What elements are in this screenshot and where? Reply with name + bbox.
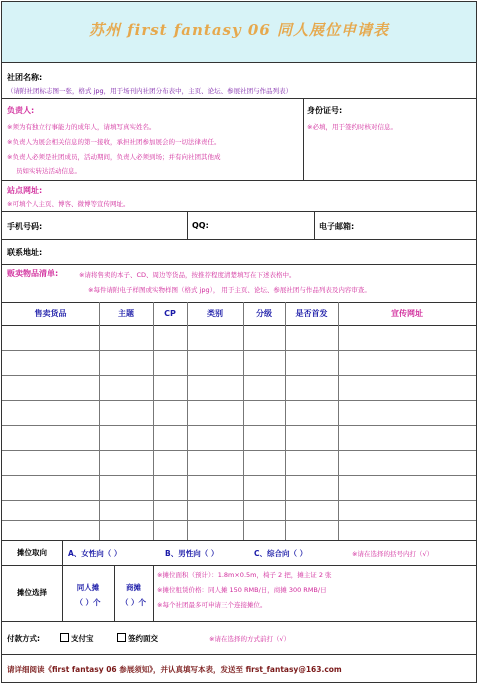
phone-field[interactable] — [54, 215, 184, 233]
divider — [2, 621, 476, 622]
table-col-line — [285, 302, 286, 540]
divider — [2, 654, 476, 655]
divider — [2, 98, 476, 99]
option-general[interactable]: C、综合向（ ） — [254, 549, 308, 558]
table-row-line — [2, 400, 476, 401]
col-header-cp: CP — [164, 309, 176, 318]
divider — [2, 180, 476, 181]
leader-label: 负责人: — [7, 106, 35, 115]
table-col-line — [338, 302, 339, 540]
form-title: 苏州 first fantasy 06 同人展位申请表 — [88, 21, 390, 39]
address-field[interactable] — [54, 242, 472, 260]
payment-option-alipay[interactable] — [60, 633, 94, 644]
payment-label: 付款方式: — [7, 634, 40, 643]
table-row-line — [2, 425, 476, 426]
qq-label: QQ: — [192, 221, 209, 230]
id-number-field[interactable] — [352, 101, 472, 115]
commercial-booth-count[interactable]: （ ）个 — [120, 598, 147, 607]
divider — [187, 211, 188, 239]
col-header-theme: 主题 — [118, 309, 134, 318]
col-header-rating: 分级 — [256, 309, 272, 318]
fan-booth-label: 同人摊 — [76, 583, 100, 592]
orientation-note: ※请在选择的括号内打（√） — [352, 550, 434, 558]
leader-field[interactable] — [50, 101, 300, 115]
id-number-label: 身份证号: — [307, 106, 343, 115]
commercial-booth-label: 商摊 — [126, 583, 141, 592]
fan-booth-count[interactable]: （ ）个 — [75, 598, 101, 607]
table-col-line — [187, 302, 188, 540]
payment-option-in-person[interactable] — [117, 633, 158, 644]
application-form — [1, 1, 477, 683]
leader-note-4: 员如实转达活动信息。 — [16, 167, 81, 175]
divider — [2, 239, 476, 240]
qq-field[interactable] — [212, 215, 310, 233]
goods-list-label: 贩卖物品清单: — [7, 269, 59, 278]
website-field[interactable] — [54, 182, 472, 196]
id-number-note: ※必填，用于签约时核对信息。 — [307, 123, 397, 131]
divider — [62, 540, 63, 565]
checkbox-icon[interactable] — [117, 633, 126, 642]
divider — [62, 565, 63, 621]
divider — [314, 211, 315, 239]
alipay-label: 支付宝 — [71, 634, 94, 643]
divider — [114, 565, 115, 621]
in-person-label: 签约面交 — [128, 634, 158, 643]
goods-note-1: ※请将售卖的本子、CD、周边等货品，按推荐程度清楚填写在下述表格中。 — [79, 271, 296, 279]
website-label: 站点网址: — [7, 186, 43, 195]
table-row-line — [2, 475, 476, 476]
booth-orientation-label: 摊位取向 — [17, 548, 47, 557]
table-row-line — [2, 450, 476, 451]
club-name-label: 社团名称: — [7, 73, 43, 82]
checkbox-icon[interactable] — [60, 633, 69, 642]
table-col-line — [153, 302, 154, 540]
table-col-line — [243, 302, 244, 540]
table-row-line — [2, 520, 476, 521]
divider — [2, 62, 476, 63]
divider — [153, 565, 154, 621]
phone-label: 手机号码: — [7, 222, 43, 231]
footer-instruction: 请详细阅读《first fantasy 06 参展须知》，并认真填写本表，发送至 first_fantasy@163.com — [7, 665, 342, 674]
divider — [2, 325, 476, 326]
club-name-note: （请附社团标志图一张，格式 jpg，用于场刊内社团分布表中，主页、论坛、参展社团与作品列表） — [7, 87, 293, 95]
payment-note: ※请在选择的方式前打（√） — [209, 635, 291, 643]
table-row-line — [2, 375, 476, 376]
leader-note-1: ※须为有独立行事能力的成年人，请填写真实姓名。 — [7, 123, 156, 131]
goods-note-2: ※每件请附电子样图或实物样图（格式 jpg）， 用于主页、论坛、参展社团与作品列表及内容审查。 — [88, 286, 371, 294]
email-field[interactable] — [365, 215, 473, 233]
booth-note-1: ※摊位面积（预计）：1.8m×0.5m，椅子 2 把，摊主证 2 张 — [157, 571, 332, 579]
option-male[interactable]: B、男性向（ ） — [165, 549, 219, 558]
col-header-first-release: 是否首发 — [295, 309, 328, 318]
booth-select-label: 摊位选择 — [17, 588, 47, 597]
club-name-field[interactable] — [62, 68, 472, 82]
option-female[interactable]: A、女性向（ ） — [68, 549, 122, 558]
divider — [303, 98, 304, 180]
leader-note-3: ※负责人必须是社团成员，活动期间，负责人必须到场；并有向社团其他成 — [7, 153, 221, 161]
address-label: 联系地址: — [7, 248, 43, 257]
divider — [2, 565, 476, 566]
booth-note-2: ※摊位租赁价格：同人摊 150 RMB/日，商摊 300 RMB/日 — [157, 586, 327, 594]
divider — [2, 264, 476, 265]
leader-note-2: ※负责人为展会相关信息的第一接收，承担社团参加展会的一切法律责任。 — [7, 138, 221, 146]
website-note: ※可填个人主页、博客、微博等宣传网址。 — [7, 200, 130, 208]
email-label: 电子邮箱: — [319, 222, 355, 231]
divider — [2, 540, 476, 541]
col-header-goods: 售卖货品 — [34, 309, 67, 318]
divider — [2, 211, 476, 212]
table-row-line — [2, 350, 476, 351]
table-col-line — [99, 302, 100, 540]
col-header-promo-url: 宣传网址 — [391, 309, 423, 318]
col-header-category: 类别 — [207, 309, 223, 318]
table-row-line — [2, 500, 476, 501]
booth-note-3: ※每个社团最多可申请三个连接摊位。 — [157, 601, 267, 609]
